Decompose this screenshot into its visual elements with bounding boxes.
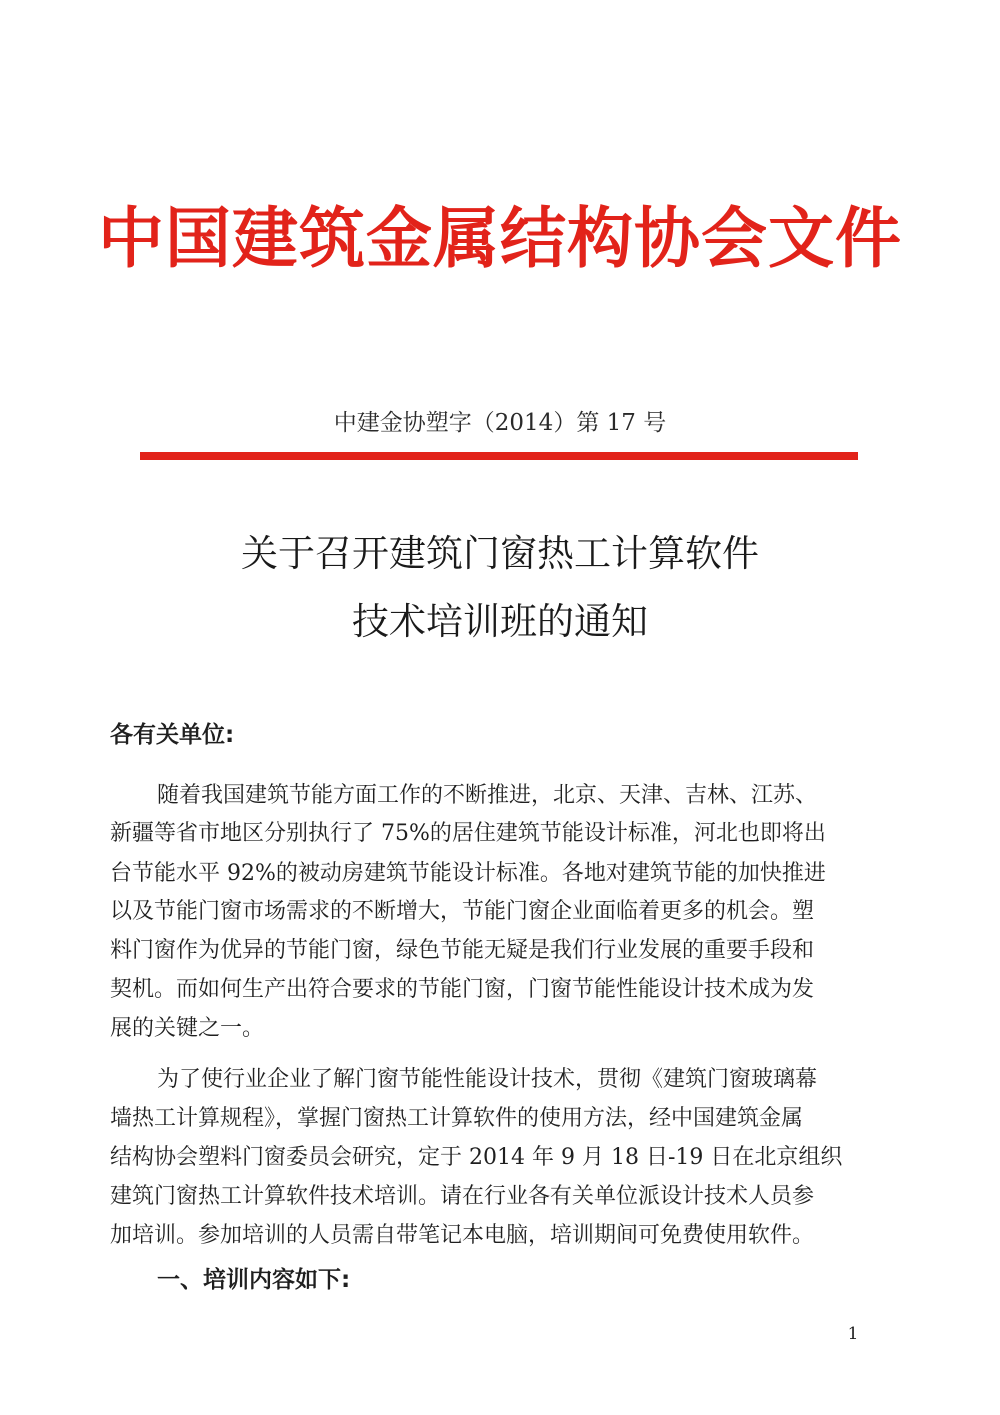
masthead-title: 中国建筑金属结构协会文件: [98, 199, 902, 277]
paragraph-2-line: 加培训。参加培训的人员需自带笔记本电脑，培训期间可免费使用软件。: [110, 1223, 815, 1248]
notice-title-line-1: 关于召开建筑门窗热工计算软件: [241, 532, 759, 575]
paragraph-1-line: 以及节能门窗市场需求的不断增大，节能门窗企业面临着更多的机会。塑: [110, 899, 815, 924]
section-heading-1: 一、培训内容如下:: [157, 1267, 351, 1293]
paragraph-2-line: 建筑门窗热工计算软件技术培训。请在行业各有关单位派设计技术人员参: [110, 1184, 815, 1209]
document-number: 中建金协塑字（2014）第 17 号: [333, 410, 667, 436]
salutation: 各有关单位:: [110, 722, 235, 748]
paragraph-2-line: 为了使行业企业了解门窗节能性能设计技术，贯彻《建筑门窗玻璃幕: [157, 1067, 818, 1092]
paragraph-1-line: 随着我国建筑节能方面工作的不断推进，北京、天津、吉林、江苏、: [157, 783, 818, 808]
paragraph-1-line: 新疆等省市地区分别执行了 75%的居住建筑节能设计标准，河北也即将出: [110, 821, 826, 846]
paragraph-2-line: 墙热工计算规程》，掌握门窗热工计算软件的使用方法，经中国建筑金属: [110, 1106, 804, 1131]
page-number: 1: [847, 1324, 859, 1344]
paragraph-1-line: 契机。而如何生产出符合要求的节能门窗，门窗节能性能设计技术成为发: [110, 977, 815, 1002]
red-divider-line: [140, 452, 858, 460]
notice-title-line-2: 技术培训班的通知: [352, 600, 648, 643]
paragraph-1-line: 台节能水平 92%的被动房建筑节能设计标准。各地对建筑节能的加快推进: [110, 861, 826, 886]
paragraph-2-line: 结构协会塑料门窗委员会研究，定于 2014 年 9 月 18 日-19 日在北京组织: [110, 1145, 843, 1170]
paragraph-1-line: 料门窗作为优异的节能门窗，绿色节能无疑是我们行业发展的重要手段和: [110, 938, 815, 963]
paragraph-1-line: 展的关键之一。: [110, 1016, 265, 1041]
